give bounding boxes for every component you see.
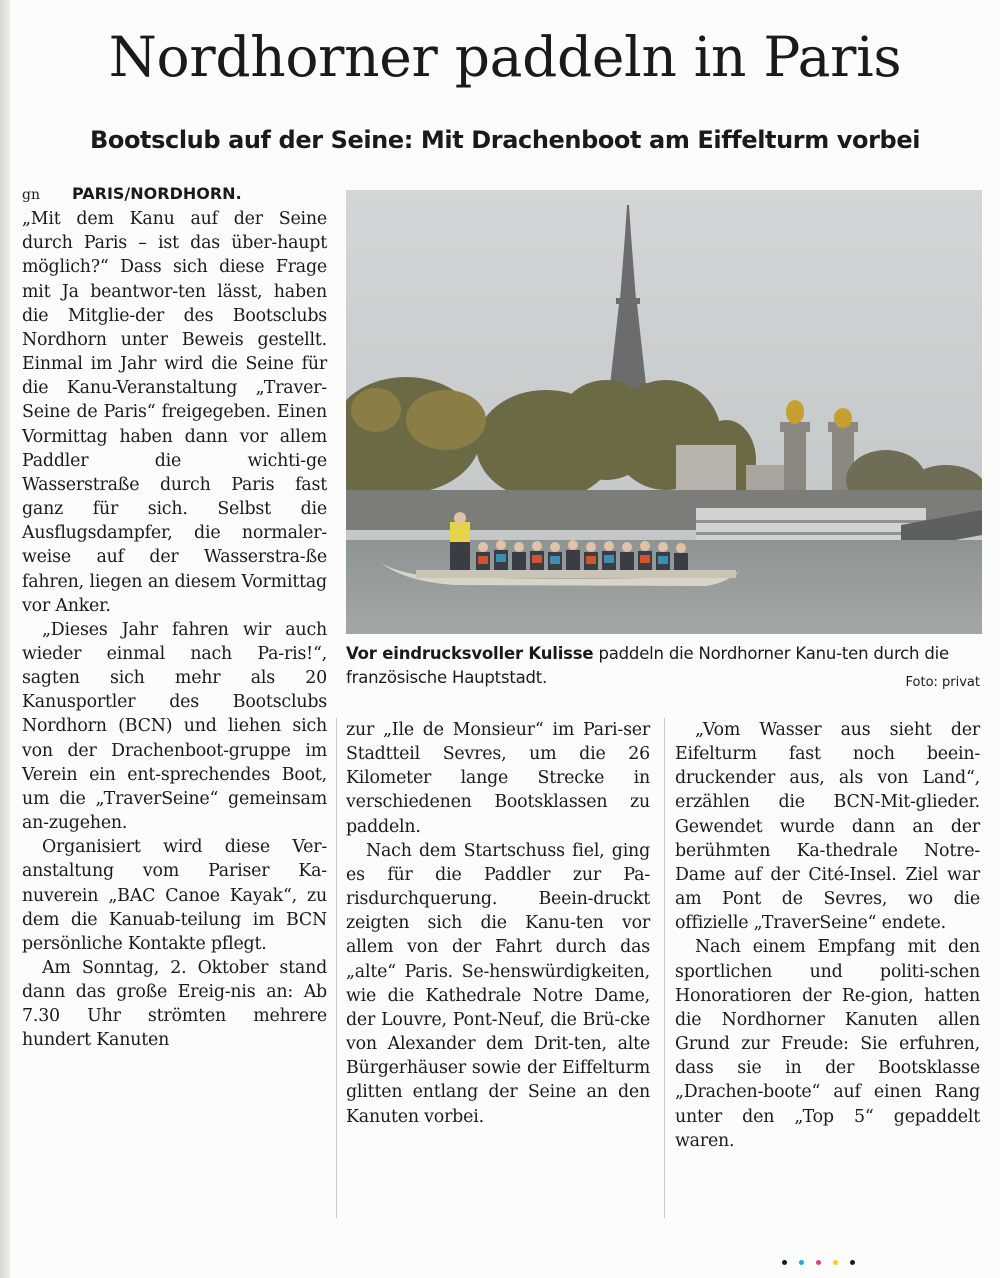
author-tag: gn [22,187,40,203]
print-mark-dot [816,1260,821,1265]
dateline: PARIS/NORDHORN. [71,184,242,203]
article-column-2 [346,718,650,1129]
article-subheadline: Bootsclub auf der Seine: Mit Drachenboot am Eiffelturm vorbei [89,126,921,154]
column-1-paragraph-2: „Dieses Jahr fahren wir auch wieder einmal nach Pa-ris!“, sagten sich mehr als 20 Kanusportler des Bootsclubs Nordhorn (BCN) und liehen sich von der Drachenboot-gruppe im Verein ein ent-sprechendes Boot, um die „TraverSeine“ gemeinsam an-zugehen. [22,619,327,834]
column-1-paragraph-4: Am Sonntag, 2. Oktober stand dann das große Ereig-nis an: Ab 7.30 Uhr strömten mehrere hundert Kanuten [22,958,327,1051]
article-headline: Nordhorner paddeln in Paris [108,25,902,89]
print-mark-dot [833,1260,838,1265]
photo-image [346,190,982,634]
column-3-paragraph-1: „Vom Wasser aus sieht der Eifelturm fast noch beein-druckender aus, als von Land“, erzählen die BCN-Mit-glieder. Gewendet wurde dann an der berühmten Ka-thedrale Notre-Dame auf der Cité-Insel. Ziel war am Pont de Sevres, wo die offizielle „TraverSeine“ endete. [675,720,980,934]
column-2-paragraph-1: zur „Ile de Monsieur“ im Pari-ser Stadtteil Sevres, um die 26 Kilometer lange Strecke in verschiedenen Bootsklassen zu paddeln. [346,720,650,837]
caption-text: paddeln die Nordhorner Kanu-ten durch die französische Hauptstadt. [346,644,949,687]
article-photo [346,190,982,634]
photo-credit: Foto: privat [905,675,980,690]
column-2-paragraph-2: Nach dem Startschuss fiel, ging es für die Paddler zur Pa-risdurchquerung. Beein-druckt zeigten sich die Kanu-ten vor allem von der Fahrt durch das „alte“ Paris. Se-henswürdigkeiten, wie die Kathedrale Notre Dame, der Louvre, Pont-Neuf, die Brü-cke von Alexander dem Drit-ten, alte Bürgerhäuser sowie der Eiffelturm glitten entlang der Seine an den Kanuten vorbei. [346,840,650,1127]
article-column-1 [22,182,327,1053]
print-mark-dot [850,1260,855,1265]
paragraph-text: „Mit dem Kanu auf der Seine durch Paris – ist das über-haupt möglich?“ Dass sich diese Frage mit Ja beantwor-ten lässt, haben die Mitglie-der des Bootsclubs Nordhorn unter Beweis gestellt. Einmal im Jahr wird die Seine für die Kanu-Veranstaltung „Traver-Seine de Paris“ freigegeben. Einen Vormittag haben dann vor allem Paddler die wichti-ge Wasserstraße durch Paris fast ganz für sich. Selbst die Ausflugsdampfer, die normaler-weise auf der Wasserstra-ße fahren, liegen an diesem Vormittag vor Anker. [22,209,327,616]
photo-caption [346,642,982,690]
article-column-3 [675,718,980,1153]
column-divider [336,718,337,1218]
column-1-paragraph-3: Organisiert wird diese Ver-anstaltung vom Pariser Ka-nuverein „BAC Canoe Kayak“, zu dem die Kanuab-teilung im BCN persönliche Kontakte pflegt. [22,837,327,954]
column-1-paragraph-1 [22,182,327,618]
print-color-marks [782,1250,872,1258]
column-divider [664,718,665,1218]
column-3-paragraph-2: Nach einem Empfang mit den sportlichen und politi-schen Honoratioren der Re-gion, hatten die Nordhorner Kanuten allen Grund zur Freude: Sie erfuhren, dass sie in der Bootsklasse „Drachen-boote“ auf einen Rang unter den „Top 5“ gepaddelt waren. [675,937,980,1151]
print-mark-dot [799,1260,804,1265]
print-mark-dot [782,1260,787,1265]
caption-lead: Vor eindrucksvoller Kulisse [346,644,594,663]
